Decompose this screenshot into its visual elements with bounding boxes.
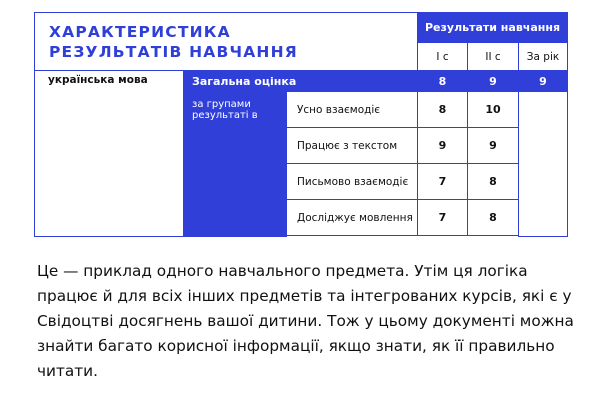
overall-year: 9 (519, 71, 568, 92)
skill-s2: 10 (468, 92, 519, 128)
semester1-header: I с (418, 43, 468, 71)
skill-s1: 7 (418, 200, 468, 236)
overall-s2: 9 (468, 71, 519, 92)
results-header: Результати навчання (418, 13, 568, 43)
skill-label: Досліджує мовлення (287, 200, 418, 236)
skill-s1: 9 (418, 128, 468, 164)
skill-label: Письмово взаємодіє (287, 164, 418, 200)
skill-s1: 8 (418, 92, 468, 128)
overall-label: Загальна оцінка (184, 71, 418, 92)
skill-label: Працює з текстом (287, 128, 418, 164)
skill-s2: 8 (468, 164, 519, 200)
skill-s2: 8 (468, 200, 519, 236)
description-paragraph: Це — приклад одного навчального предмета. Утім ця логіка працює й для всіх інших предметів та інтегрованих курсів, які є у Свідоцтві досягнень вашої дитини. Тож у цьому документі можна знайти багато корисної інформації, якщо знати, як її правильно читати. (37, 262, 574, 380)
semester2-header: II с (468, 43, 519, 71)
results-table (34, 12, 568, 237)
table-title (35, 13, 418, 71)
skill-s1: 7 (418, 164, 468, 200)
year-empty-cell (519, 92, 568, 237)
table-title-line1: ХАРАКТЕРИСТИКА (49, 22, 231, 41)
table-title-line2: РЕЗУЛЬТАТІВ НАВЧАННЯ (49, 42, 298, 61)
year-header: За рік (519, 43, 568, 71)
subject-name: українська мова (35, 71, 184, 237)
overall-s1: 8 (418, 71, 468, 92)
skill-s2: 9 (468, 128, 519, 164)
skill-label: Усно взаємодіє (287, 92, 418, 128)
groups-label: за групами результаті в (184, 92, 287, 237)
